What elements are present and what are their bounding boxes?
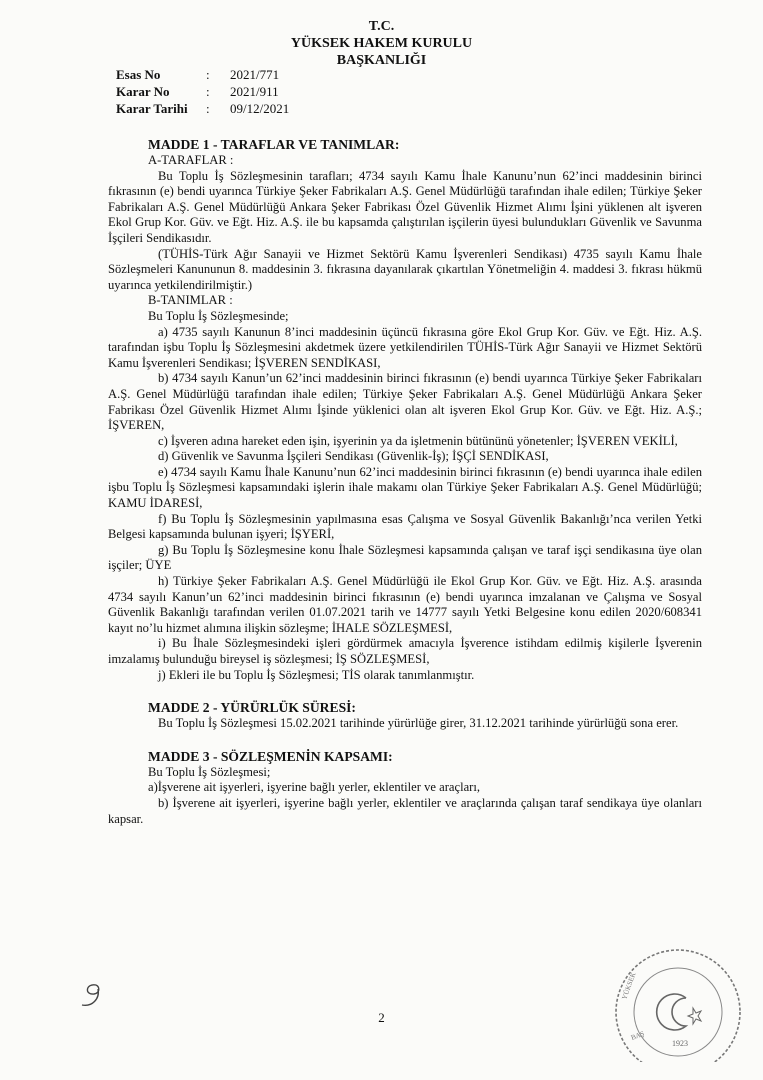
tanim-a: a) 4735 sayılı Kanunun 8’inci maddesinin üçüncü fıkrasına göre Ekol Grup Kor. Güv. ve Eğt. Hiz. A.Ş. tarafından işbu Toplu İş Sözleşmesini akdetmek üzere yetkilendirilen TÜHİS-Türk Ağır Sanayii ve Hizmet Sektörü Kamu İşverenleri Sendikası; İŞVEREN SENDİKASI, [108,324,702,370]
madde2-heading: MADDE 2 - YÜRÜRLÜK SÜRESİ: [148,700,356,716]
tanimlar-intro: Bu Toplu İş Sözleşmesinde; [148,308,289,323]
karar-label: Karar No [116,84,170,99]
document-body [108,136,702,827]
taraflar-heading: A-TARAFLAR : [148,153,234,167]
esas-label: Esas No [116,67,161,82]
esas-colon: : [206,67,210,82]
case-metadata [116,66,289,117]
svg-text:BAŞ: BAŞ [629,1029,646,1042]
tanim-i: i) Bu İhale Sözleşmesindeki işleri gördürmek amacıyla İşverence istihdam edilmiş kişilerle İşverenin imzalamış bulunduğu bireysel iş sözleşmesi; İŞ SÖZLEŞMESİ, [108,636,702,666]
karar-colon: : [206,84,210,99]
page-number: 2 [378,1010,385,1025]
taraflar-paragraph-1: Bu Toplu İş Sözleşmesinin tarafları; 4734 sayılı Kamu İhale Kanunu’nun 62’inci maddesinin birinci fıkrasının (e) bendi uyarınca Türkiye Şeker Fabrikaları A.Ş. Genel Müdürlüğü tarafından ihale edilen; Türkiye Şeker Fabrikaları A.Ş. Genel Müdürlüğü Ankara Şeker Fabrikası Özel Güvenlik Hizmet Alımı İşini yüklenen alt işveren Ekol Grup Kor. Güv. ve Eğt. Hiz. A.Ş. ile bu kapsamda çalıştırılan işçilerin üyesi bulundukları Güvenlik ve Savunma İşçileri Sendikasıdır. [108,168,702,245]
tarih-value: 09/12/2021 [230,101,290,116]
tanimlar-heading: B-TANIMLAR : [148,293,233,308]
tarih-label: Karar Tarihi [116,101,188,116]
madde3-intro: Bu Toplu İş Sözleşmesi; [148,764,271,779]
meta-row-tarih [116,100,289,117]
svg-text:YÜKSEK: YÜKSEK [620,971,638,1001]
tanim-g: g) Bu Toplu İş Sözleşmesine konu İhale Sözleşmesi kapsamında çalışan ve taraf işçi sendikasına üye olan işçiler; ÜYE [108,542,702,573]
madde3-heading: MADDE 3 - SÖZLEŞMENİN KAPSAMI: [148,748,393,764]
madde3-item-a: a)İşverene ait işyerleri, işyerine bağlı yerler, eklentiler ve araçları, [148,780,481,795]
esas-value: 2021/771 [230,67,280,82]
header-tc: T.C. [368,19,395,34]
official-seal-icon [592,942,742,1062]
tanim-d: d) Güvenlik ve Savunma İşçileri Sendikası (Güvenlik-İş); İŞÇİ SENDİKASI, [158,449,549,464]
tanim-f: f) Bu Toplu İş Sözleşmesinin yapılmasına esas Çalışma ve Sosyal Güvenlik Bakanlığı’nca verilen Yetki Belgesi kapsamında bulunan işyeri; İŞYERİ, [108,511,702,542]
karar-value: 2021/911 [230,84,279,99]
taraflar-paragraph-2: (TÜHİS-Türk Ağır Sanayii ve Hizmet Sektörü Kamu İşverenleri Sendikası) 4735 sayılı Kamu İhale Sözleşmeleri Kanununun 8. maddesinin 3. fıkrasına dayanılarak çıkartılan Yönetmeliğin 4. maddesi 3. fıkrası hükmü uyarınca yetkilendirilmiştir.) [108,246,702,292]
madde1-heading: MADDE 1 - TARAFLAR VE TANIMLAR: [148,137,400,152]
meta-row-karar [116,83,289,100]
svg-text:1923: 1923 [672,1039,688,1048]
madde2-paragraph: Bu Toplu İş Sözleşmesi 15.02.2021 tarihinde yürürlüğe girer, 31.12.2021 tarihinde yürürlüğü sona erer. [158,716,679,731]
tarih-colon: : [206,101,210,116]
tanim-j: j) Ekleri ile bu Toplu İş Sözleşmesi; TİS olarak tanımlanmıştır. [158,667,475,682]
handwritten-mark-icon [74,975,114,1015]
tanim-e: e) 4734 sayılı Kamu İhale Kanunu’nun 62’inci maddesinin birinci fıkrasının (e) bendi uyarınca ihale edilen işbu Toplu İş Sözleşmesi kapsamındaki işlerin ihale makamı olan Türkiye Şeker Fabrikaları A.Ş. Genel Müdürlüğü; KAMU İDARESİ, [108,464,702,511]
document-header [0,18,763,69]
header-office: BAŞKANLIĞI [336,53,427,68]
madde3-item-b: b) İşverene ait işyerleri, işyerine bağlı yerler, eklentiler ve araçlarında çalışan taraf sendikaya üye olanları kapsar. [108,795,702,826]
meta-row-esas [116,66,289,83]
tanim-b: b) 4734 sayılı Kanun’un 62’inci maddesinin birinci fıkrasının (e) bendi uyarınca Türkiye Şeker Fabrikaları A.Ş. Genel Müdürlüğü tarafından ihale edilen; Türkiye Şeker Fabrikaları A.Ş. Genel Müdürlüğü Ankara Şeker Fabrikası Özel Güvenlik Hizmet Alımı İşinde yüklenici olan alt işveren Ekol Grup Kor. Güv. ve Eğt. Hiz. A.Ş.; İŞVEREN, [108,371,702,433]
header-institution: YÜKSEK HAKEM KURULU [290,36,473,51]
tanim-h: h) Türkiye Şeker Fabrikaları A.Ş. Genel Müdürlüğü ile Ekol Grup Kor. Güv. ve Eğt. Hiz. A.Ş. arasında 4734 sayılı Kanun’un 62’inci maddesinin birinci fıkrasının (e) bendi uyarınca imzalanan ve Çalışma ve Sosyal Güvenlik Bakanlığı tarafından verilen 01.07.2021 tarih ve 14777 sayılı Yetki Belgesine konu edilen 2020/608341 kayıt no’lu hizmet alımına ilişkin sözleşme; İHALE SÖZLEŞMESİ, [108,574,702,635]
tanim-c: c) İşveren adına hareket eden işin, işyerinin ya da işletmenin bütününü yönetenler; İŞVEREN VEKİLİ, [158,433,678,448]
